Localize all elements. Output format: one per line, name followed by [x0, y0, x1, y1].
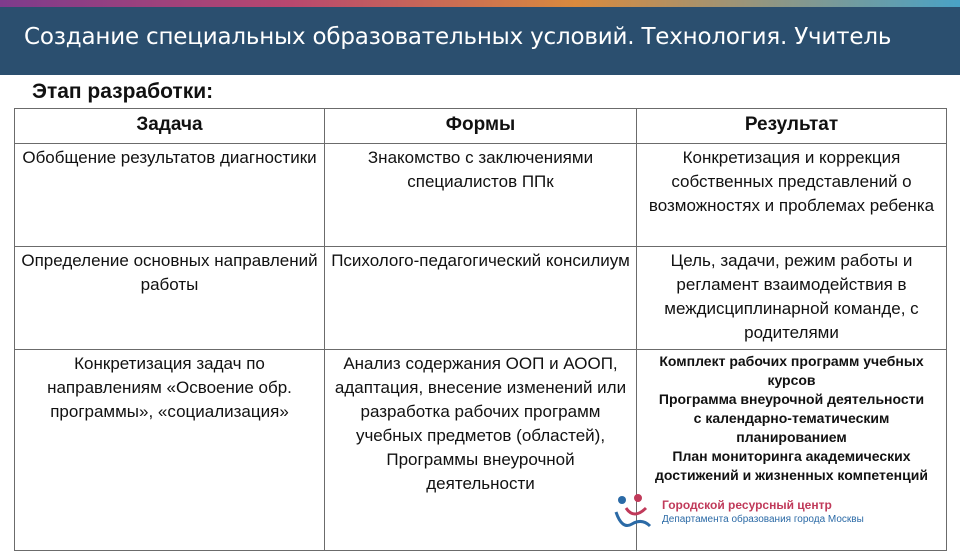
stage-heading: Этап разработки:: [32, 80, 214, 103]
task-cell: Обобщение результатов диагностики: [15, 144, 325, 247]
result-item: Комплект рабочих программ учебных курсов: [659, 353, 924, 388]
logo-subtitle: Департамента образования города Москвы: [662, 514, 864, 525]
result-item: Программа внеурочной деятельности: [658, 391, 925, 407]
header-bar: [0, 0, 960, 75]
result-item: с календарно-тематическим планированием: [693, 410, 890, 445]
slide-title: Создание специальных образовательных условий. Технология. Учитель: [24, 24, 892, 50]
column-header-task: Задача: [15, 109, 325, 144]
forms-cell: Анализ содержания ООП и АООП, адаптация, внесение изменений или разработка рабочих программ учебных предметов (областей), Программы внеурочной деятельности: [325, 350, 637, 551]
forms-cell: Психолого-педагогический консилиум: [325, 247, 637, 350]
table-row: [15, 144, 947, 247]
table-row: [15, 247, 947, 350]
logo-figure-icon: [612, 490, 656, 534]
table-header-row: [15, 109, 947, 144]
resource-center-logo: [612, 490, 952, 534]
column-header-result: Результат: [637, 109, 947, 144]
result-cell: Цель, задачи, режим работы и регламент взаимодействия в междисциплинарной команде, с родителями: [637, 247, 947, 350]
result-item: План мониторинга академических достижений и жизненных компетенций: [655, 448, 928, 483]
task-cell: Определение основных направлений работы: [15, 247, 325, 350]
task-cell: Конкретизация задач по направлениям «Освоение обр. программы», «социализация»: [15, 350, 325, 551]
result-cell: Конкретизация и коррекция собственных представлений о возможностях и проблемах ребенка: [637, 144, 947, 247]
logo-title: Городской ресурсный центр: [662, 498, 832, 512]
forms-cell: Знакомство с заключениями специалистов ППк: [325, 144, 637, 247]
header-accent-stripe: [0, 0, 960, 7]
column-header-forms: Формы: [325, 109, 637, 144]
plan-table: [14, 108, 947, 551]
